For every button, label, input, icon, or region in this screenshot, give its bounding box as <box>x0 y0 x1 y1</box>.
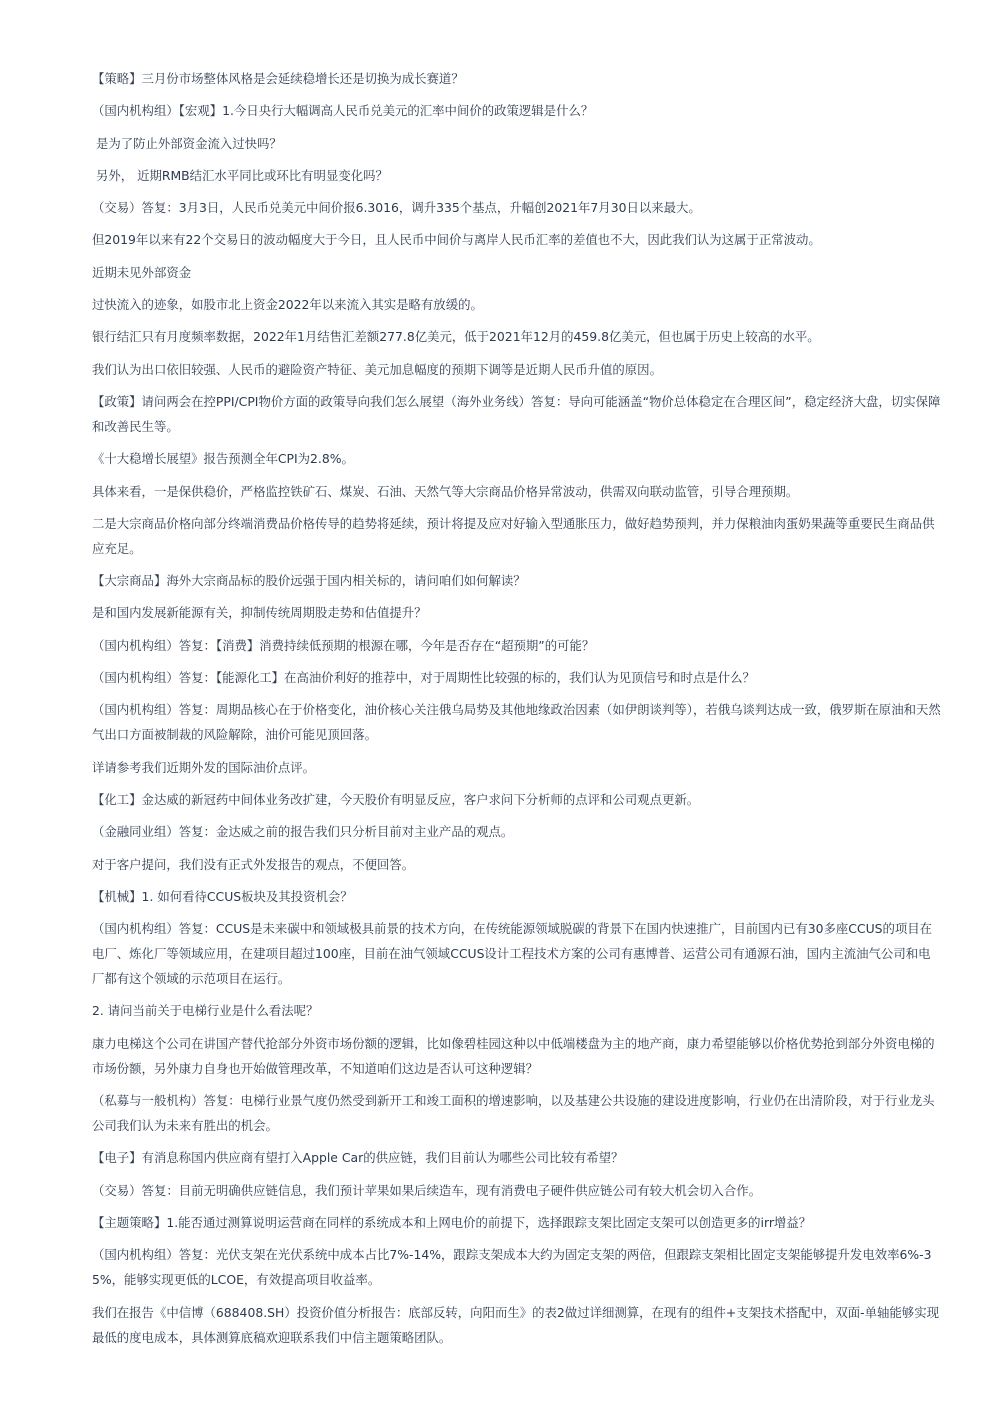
paragraph-energy-chemical-question: （国内机构组）答复：【能源化工】在高油价利好的推荐中，对于周期性比较强的标的，我们认为见顶信号和时点是什么？ <box>92 670 755 686</box>
paragraph-ccus-answer: （国内机构组）答复：CCUS是未来碳中和领域极具前景的技术方向，在传统能源领域脱碳的背景下在国内快速推广，目前国内已有30多座CCUS的项目在电厂、炼化厂等领域应用，在建项目超过100座，目前在油气领域CCUS设计工程技术方案的公司有惠博普、运营公司有通源石油，国内主流油气公司和电厂都有这个领域的示范项目在运行。 <box>92 921 933 987</box>
paragraph-elevator-answer: （私募与一般机构）答复：电梯行业景气度仍然受到新开工和竣工面积的增速影响，以及基建公共设施的建设进度影响，行业仍在出清阶段，对于行业龙头公司我们认为未来有胜出的机会。 <box>92 1093 935 1134</box>
paragraph-commodity-transmission: 二是大宗商品价格向部分终端消费品价格传导的趋势将延续，预计将提及应对好输入型通胀压力，做好趋势预判，并力保粮油肉蛋奶果蔬等重要民生商品供应充足。 <box>92 515 935 556</box>
paragraph-pv-tracker-answer: （国内机构组）答复：光伏支架在光伏系统中成本占比7%-14%，跟踪支架成本大约为固定支架的两倍，但跟踪支架相比固定支架能够提升发电效率6%-35%，能够实现更低的LCOE，有效提高项目收益率。 <box>92 1247 932 1288</box>
paragraph-kangli-elevator: 康力电梯这个公司在讲国产替代抢部分外资市场份额的逻辑，比如像碧桂园这种以中低端楼盘为主的地产商，康力希望能够以价格优势抢到部分外资电梯的市场份额，另外康力自身也开始做管理改革，不知道咱们这边是否认可这种逻辑？ <box>92 1035 935 1076</box>
paragraph-rmb-appreciation-reasons: 我们认为出口依旧较强、人民币的避险资产特征、美元加息幅度的预期下调等是近期人民币升值的原因。 <box>92 361 662 377</box>
paragraph-electronics-question: 【电子】有消息称国内供应商有望打入Apple Car的供应链，我们目前认为哪些公司比较有希望？ <box>92 1150 624 1166</box>
paragraph-no-external-capital: 近期未见外部资金 <box>92 264 192 280</box>
paragraph-capital-inflow-question: 是为了防止外部资金流入过快吗？ <box>92 135 282 151</box>
paragraph-trading-answer: （交易）答复：3月3日，人民币兑美元中间价报6.3016，调升335个基点，升幅创2021年7月30日以来最大。 <box>92 200 701 216</box>
paragraph-electronics-answer: （交易）答复：目前无明确供应链信息，我们预计苹果如果后续造车，现有消费电子硬件供应链公司有较大机会切入合作。 <box>92 1182 762 1198</box>
paragraph-no-comment: 对于客户提问，我们没有正式外发报告的观点，不便回答。 <box>92 856 415 872</box>
paragraph-consumption-question: （国内机构组）答复：【消费】消费持续低预期的根源在哪，今年是否存在“超预期”的可能？ <box>92 637 595 653</box>
paragraph-new-energy-question: 是和国内发展新能源有关，抑制传统周期股走势和估值提升？ <box>92 605 427 621</box>
document-body <box>92 66 942 1357</box>
paragraph-report-reference: 我们在报告《中信博（688408.SH）投资价值分析报告：底部反转，向阳而生》的表2做过详细测算，在现有的组件+支架技术搭配中，双面-单轴能够实现最低的度电成本，具体测算底稿欢迎联系我们中信主题策略团队。 <box>92 1304 939 1345</box>
paragraph-cpi-forecast: 《十大稳增长展望》报告预测全年CPI为2.8%。 <box>92 451 354 467</box>
paragraph-elevator-question: 2. 请问当前关于电梯行业是什么看法呢？ <box>92 1003 319 1019</box>
paragraph-bank-settlement: 银行结汇只有月度频率数据，2022年1月结售汇差额277.8亿美元，低于2021年12月的459.8亿美元，但也属于历史上较高的水平。 <box>92 329 820 345</box>
paragraph-oil-price-answer: （国内机构组）答复：周期品核心在于价格变化，油价核心关注俄乌局势及其他地缘政治因素（如伊朗谈判等），若俄乌谈判达成一致，俄罗斯在原油和天然气出口方面被制裁的风险解除，油价可能见顶回落。 <box>92 702 941 743</box>
paragraph-rmb-settlement-question: 另外， 近期RMB结汇水平同比或环比有明显变化吗？ <box>92 167 388 183</box>
paragraph-theme-strategy-question: 【主题策略】1.能否通过测算说明运营商在同样的系统成本和上网电价的前提下，选择跟踪支架比固定支架可以创造更多的irr增益？ <box>92 1214 812 1230</box>
paragraph-volatility-note: 但2019年以来有22个交易日的波动幅度大于今日，且人民币中间价与离岸人民币汇率的差值也不大，因此我们认为这属于正常波动。 <box>92 232 821 248</box>
paragraph-price-stabilization: 具体来看，一是保供稳价，严格监控铁矿石、煤炭、石油、天然气等大宗商品价格异常波动，供需双向联动监管，引导合理预期。 <box>92 483 799 499</box>
paragraph-policy-question: 【政策】请问两会在控PPI/CPI物价方面的政策导向我们怎么展望（海外业务线）答复：导向可能涵盖“物价总体稳定在合理区间”，稳定经济大盘，切实保障和改善民生等。 <box>92 393 941 434</box>
paragraph-macro-question: （国内机构组）【宏观】1.今日央行大幅调高人民币兑美元的汇率中间价的政策逻辑是什么？ <box>92 103 594 119</box>
paragraph-commodity-question: 【大宗商品】海外大宗商品标的股价远强于国内相关标的，请问咱们如何解读？ <box>92 573 526 589</box>
paragraph-northbound-flow: 过快流入的迹象，如股市北上资金2022年以来流入其实是略有放缓的。 <box>92 297 483 313</box>
paragraph-strategy-question: 【策略】三月份市场整体风格是会延续稳增长还是切换为成长赛道？ <box>92 71 464 86</box>
paragraph-chemical-question: 【化工】金达威的新冠药中间体业务改扩建，今天股价有明显反应，客户求问下分析师的点评和公司观点更新。 <box>92 791 700 807</box>
paragraph-oil-price-reference: 详请参考我们近期外发的国际油价点评。 <box>92 759 316 775</box>
paragraph-financial-answer: （金融同业组）答复：金达威之前的报告我们只分析目前对主业产品的观点。 <box>92 824 514 840</box>
paragraph-machinery-question: 【机械】1. 如何看待CCUS板块及其投资机会？ <box>92 888 353 904</box>
